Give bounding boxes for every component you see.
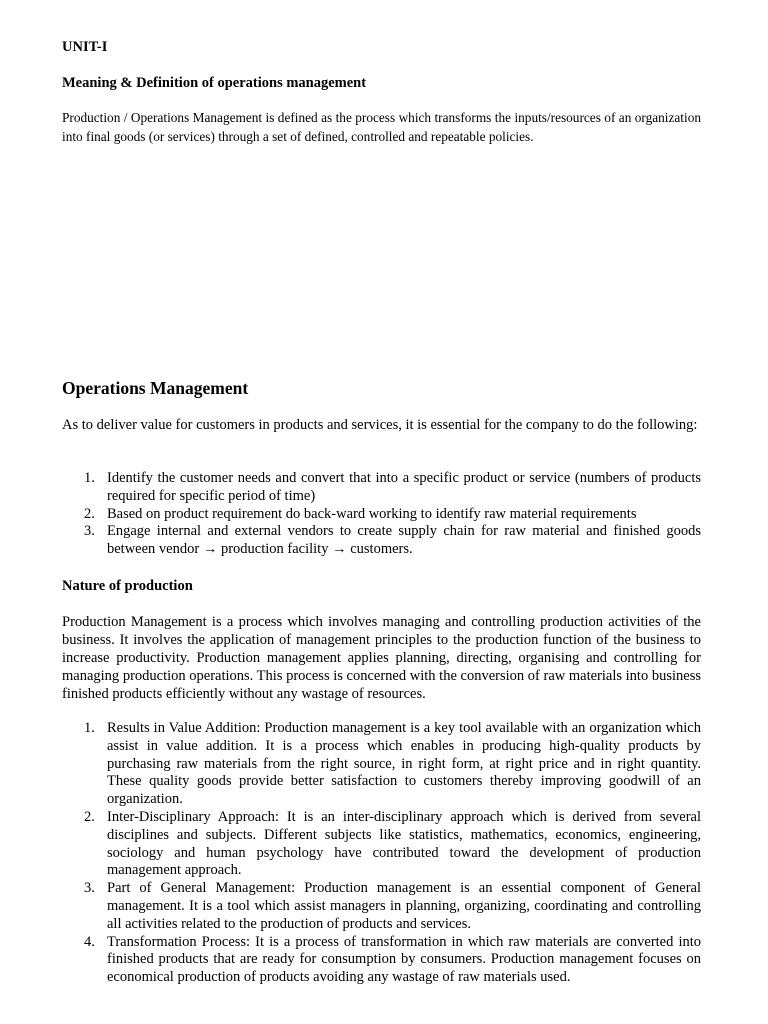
list-item: [62, 506, 701, 524]
list-item-number: 3.: [84, 523, 95, 540]
list-item-text: Inter-Disciplinary Approach: It is an inter-disciplinary approach which is derived from several disciplines and subjects. Different subjects like statistics, mathematics, economics, engineering, sociology and human psychology have contributed toward the development of production management approach.: [107, 808, 701, 879]
list-item-number: 1.: [84, 720, 95, 736]
operations-heading: Operations Management: [62, 378, 249, 398]
list-item-text: Transformation Process: It is a process of transformation in which raw materials are converted into finished products that are ready for consumption by consumers. Production management focuses on economical production of products avoiding any wastage of raw materials used.: [107, 933, 701, 986]
list-item: [62, 880, 701, 933]
list-item: [62, 470, 701, 506]
list-item-text: Part of General Management: Production management is an essential component of General management. It is a tool which assist managers in planning, organizing, coordinating and controlling all activities related to the production of products and services.: [107, 880, 701, 932]
definition-paragraph: Production / Operations Management is defined as the process which transforms the inputs/resources of an organization into final goods (or services) through a set of defined, controlled and repeatable policies.: [62, 110, 701, 144]
list-item-text: Based on product requirement do back-ward working to identify raw material requirements: [107, 505, 637, 522]
list-item-number: 2.: [84, 808, 95, 825]
list-item-text: Identify the customer needs and convert that into a specific product or service (numbers of products required for specific period of time): [107, 470, 701, 504]
operations-intro: As to deliver value for customers in products and services, it is essential for the company to do the following:: [62, 417, 698, 433]
nature-list: [62, 720, 701, 987]
nature-heading: Nature of production: [62, 578, 193, 594]
list-item: [62, 934, 701, 987]
list-item-number: 2.: [84, 505, 95, 522]
unit-title: UNIT-I: [62, 39, 108, 55]
operations-list: [62, 470, 701, 559]
list-item-text: Engage internal and external vendors to create supply chain for raw material and finished goods between vendor → production facility → customers.: [107, 523, 701, 558]
list-item: [62, 523, 701, 559]
list-item-number: 4.: [84, 933, 95, 950]
list-item-number: 3.: [84, 880, 95, 897]
nature-paragraph: Production Management is a process which involves managing and controlling production activities of the business. It involves the application of management principles to the production function of the business to increase productivity. Production management applies planning, directing, organising and controlling for managing production operations. This process is concerned with the conversion of raw materials into business finished products efficiently without any wastage of resources.: [62, 614, 701, 702]
list-item: [62, 809, 701, 880]
list-item: [62, 720, 701, 809]
list-item-number: 1.: [84, 470, 95, 486]
meaning-heading: Meaning & Definition of operations management: [62, 75, 367, 91]
list-item-text: Results in Value Addition: Production management is a key tool available with an organization which assist in value addition. It is a process which enables in producing high-quality products by purchasing raw materials from the right source, in right form, at right price and in right quantity. These quality goods provide better satisfaction to customers thereby improving goodwill of an organization.: [107, 720, 701, 808]
